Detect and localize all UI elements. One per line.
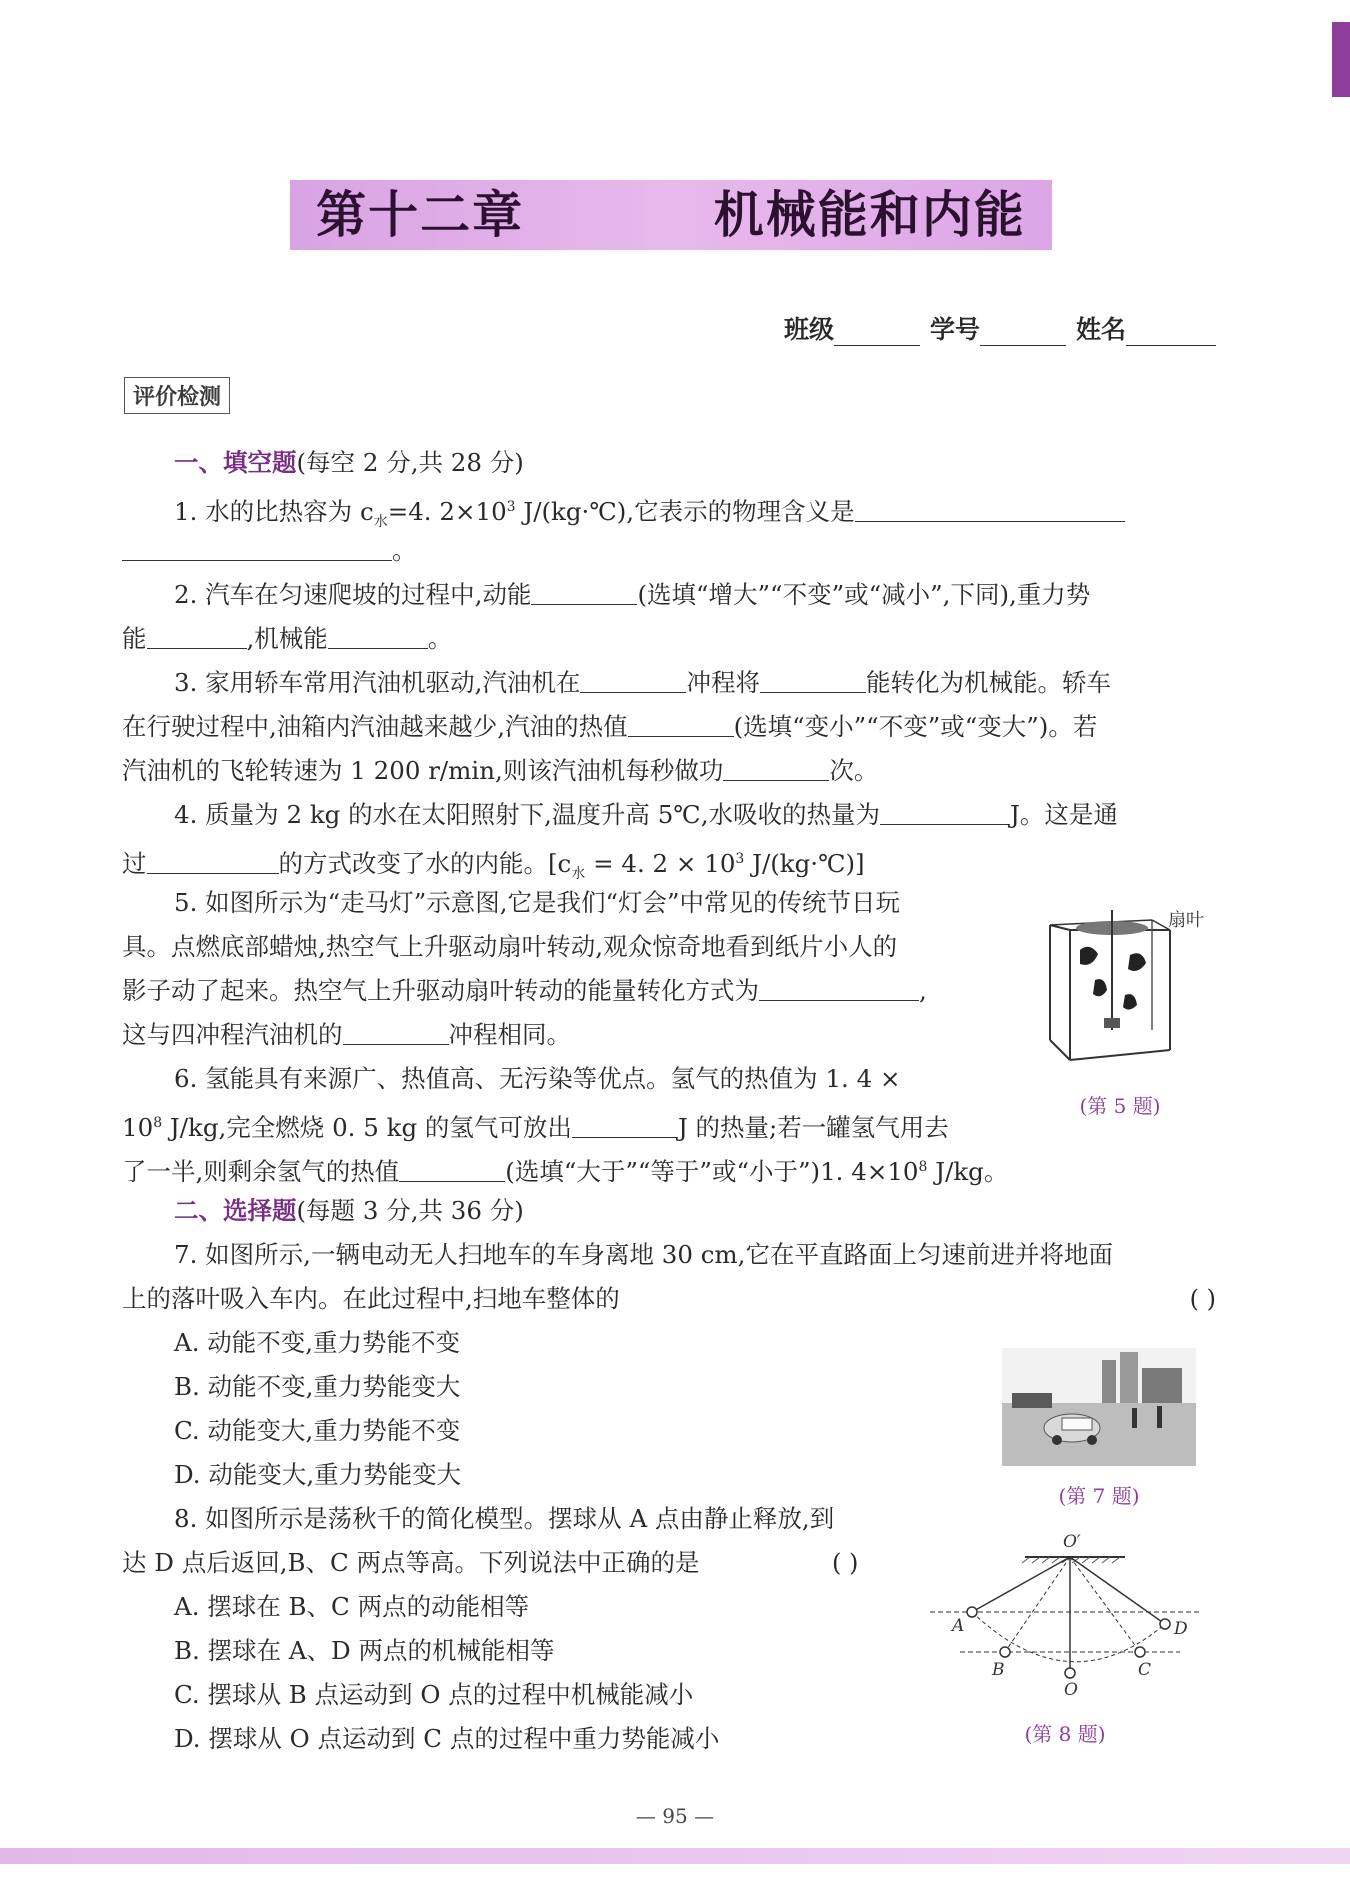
q4-text-d: 的方式改变了水的内能。[c bbox=[278, 849, 572, 879]
name-label: 姓名 bbox=[1075, 315, 1126, 344]
side-tab bbox=[1332, 22, 1350, 97]
q3-blank-3[interactable] bbox=[628, 710, 734, 737]
student-info bbox=[778, 310, 1220, 346]
q6-text-b2: J/kg,完全燃烧 0. 5 kg 的氢气可放出 bbox=[162, 1113, 572, 1143]
q1-sub: 水 bbox=[373, 514, 388, 531]
section-label: 评价检测 bbox=[124, 377, 230, 414]
q6-line1 bbox=[122, 1057, 1020, 1101]
q7-answer-paren[interactable]: ( ) bbox=[1189, 1285, 1216, 1313]
q6-line2 bbox=[122, 1101, 1020, 1150]
student-id-label: 学号 bbox=[929, 315, 980, 344]
label-c: C bbox=[1138, 1660, 1152, 1680]
q1-blank-2[interactable] bbox=[122, 534, 392, 561]
q7-line2 bbox=[122, 1277, 1216, 1321]
class-label: 班级 bbox=[783, 315, 834, 344]
q6-text-a: 6. 氢能具有来源广、热值高、无污染等优点。氢气的热值为 1. 4 × bbox=[174, 1064, 901, 1093]
label-d: D bbox=[1174, 1619, 1188, 1639]
q7-option-c[interactable]: C. 动能变大,重力势能不变 bbox=[174, 1416, 461, 1445]
q3-line3 bbox=[122, 749, 1216, 793]
part2-title: 二、选择题 bbox=[174, 1196, 297, 1225]
q4-text-f: J/(kg·℃)] bbox=[744, 849, 865, 879]
q3-text-d: 在行驶过程中,油箱内汽油越来越少,汽油的热值 bbox=[122, 712, 628, 741]
q2-blank-2[interactable] bbox=[147, 622, 247, 649]
q5-blank-2[interactable] bbox=[343, 1018, 449, 1045]
q4-text-c: 过 bbox=[122, 849, 147, 879]
q4-sup: 3 bbox=[735, 851, 745, 867]
student-id-blank bbox=[980, 323, 1066, 346]
q7-option-a[interactable]: A. 动能不变,重力势能不变 bbox=[174, 1328, 461, 1357]
q1-text-a: 1. 水的比热容为 c bbox=[174, 497, 374, 527]
q5-text-a: 5. 如图所示为“走马灯”示意图,它是我们“灯会”中常见的传统节日玩 bbox=[174, 888, 901, 917]
label-b: B bbox=[992, 1660, 1005, 1680]
q6-text-b3: J 的热量;若一罐氢气用去 bbox=[677, 1113, 949, 1143]
q4-blank-2[interactable] bbox=[147, 847, 279, 874]
q3-text-g: 次。 bbox=[829, 756, 879, 785]
name-blank bbox=[1126, 323, 1216, 346]
q5-text-e: 这与四冲程汽油机的 bbox=[122, 1020, 343, 1049]
q2-line2 bbox=[122, 617, 1216, 661]
sweeper-photo bbox=[1002, 1348, 1196, 1466]
q5-line2 bbox=[122, 925, 1020, 969]
q6-text-b1: 10 bbox=[122, 1113, 154, 1143]
q5-line3 bbox=[122, 969, 1020, 1013]
q4-text-a: 4. 质量为 2 kg 的水在太阳照射下,温度升高 5℃,水吸收的热量为 bbox=[174, 800, 880, 829]
footer-bar bbox=[0, 1848, 1350, 1864]
q2-text-b: (选填“增大”“不变”或“减小”,下同),重力势 bbox=[637, 580, 1091, 609]
q3-text-f: 汽油机的飞轮转速为 1 200 r/min,则该汽油机每秒做功 bbox=[122, 756, 724, 785]
part1-title: 一、填空题 bbox=[174, 448, 297, 477]
q3-text-c: 能转化为机械能。轿车 bbox=[865, 668, 1111, 697]
q6-line3 bbox=[122, 1145, 1216, 1194]
part1-note: (每空 2 分,共 28 分) bbox=[296, 448, 524, 477]
q2-blank-3[interactable] bbox=[328, 622, 428, 649]
q3-text-b: 冲程将 bbox=[686, 668, 760, 697]
q6-blank-1[interactable] bbox=[572, 1111, 678, 1138]
q4-text-b: J。这是通 bbox=[1010, 800, 1118, 829]
q2-blank-1[interactable] bbox=[531, 578, 637, 605]
fig8-caption: (第 8 题) bbox=[1024, 1722, 1106, 1746]
q2-text-c: 能 bbox=[122, 624, 147, 653]
q6-blank-2[interactable] bbox=[399, 1155, 505, 1182]
q3-blank-2[interactable] bbox=[760, 666, 866, 693]
fig7-caption: (第 7 题) bbox=[1058, 1484, 1140, 1508]
pendulum-figure bbox=[930, 1525, 1200, 1700]
q1-sup: 3 bbox=[506, 499, 516, 515]
q8-text-b: 达 D 点后返回,B、C 两点等高。下列说法中正确的是 bbox=[122, 1548, 700, 1577]
fan-label: 扇叶 bbox=[1168, 910, 1204, 931]
q5-blank-1[interactable] bbox=[759, 974, 919, 1001]
class-blank bbox=[834, 323, 920, 346]
q7-option-b[interactable]: B. 动能不变,重力势能变大 bbox=[174, 1372, 461, 1401]
q7-line1 bbox=[122, 1233, 1216, 1277]
label-o: O bbox=[1064, 1680, 1078, 1700]
q2-text-d: ,机械能 bbox=[246, 624, 328, 653]
q6-text-e: J/kg。 bbox=[927, 1157, 1009, 1187]
chapter-title: 第十二章 机械能和内能 bbox=[316, 186, 1026, 244]
q6-sup-1: 8 bbox=[153, 1115, 163, 1131]
label-a: A bbox=[952, 1616, 965, 1636]
q4-line1 bbox=[122, 793, 1216, 837]
lantern-figure bbox=[1040, 900, 1204, 1070]
q3-blank-1[interactable] bbox=[580, 666, 686, 693]
q5-line1 bbox=[122, 881, 1020, 925]
q6-sup-2: 8 bbox=[918, 1159, 928, 1175]
q8-option-b[interactable]: B. 摆球在 A、D 两点的机械能相等 bbox=[174, 1636, 555, 1665]
q3-blank-4[interactable] bbox=[723, 754, 829, 781]
q1-text-b: =4. 2×10 bbox=[387, 497, 507, 527]
part2-heading bbox=[122, 1189, 1216, 1233]
q8-option-a[interactable]: A. 摆球在 B、C 两点的动能相等 bbox=[174, 1592, 530, 1621]
q2-line1 bbox=[122, 573, 1216, 617]
q3-text-e: (选填“变小”“不变”或“变大”)。若 bbox=[733, 712, 1098, 741]
q5-text-c: 影子动了起来。热空气上升驱动扇叶转动的能量转化方式为 bbox=[122, 976, 759, 1005]
q4-blank-1[interactable] bbox=[880, 798, 1010, 825]
label-o-prime: O′ bbox=[1063, 1532, 1081, 1552]
q8-answer-paren[interactable]: ( ) bbox=[832, 1549, 859, 1577]
q3-line2 bbox=[122, 705, 1216, 749]
q7-text-b: 上的落叶吸入车内。在此过程中,扫地车整体的 bbox=[122, 1284, 620, 1313]
q5-text-b: 具。点燃底部蜡烛,热空气上升驱动扇叶转动,观众惊奇地看到纸片小人的 bbox=[122, 932, 898, 961]
q6-text-d: (选填“大于”“等于”或“小于”)1. 4×10 bbox=[505, 1157, 919, 1187]
q1-blank-1[interactable] bbox=[855, 495, 1125, 522]
q8-option-d[interactable]: D. 摆球从 O 点运动到 C 点的过程中重力势能减小 bbox=[174, 1724, 720, 1753]
page-number: — 95 — bbox=[635, 1804, 715, 1828]
q8-line1 bbox=[122, 1497, 950, 1541]
q5-text-d: , bbox=[919, 976, 927, 1005]
q6-text-c: 了一半,则剩余氢气的热值 bbox=[122, 1157, 400, 1187]
q4-sub: 水 bbox=[571, 866, 586, 883]
q1-end: 。 bbox=[392, 536, 417, 565]
q1-text-c: J/(kg·℃),它表示的物理含义是 bbox=[515, 497, 855, 527]
q3-text-a: 3. 家用轿车常用汽油机驱动,汽油机在 bbox=[174, 668, 581, 697]
part2-note: (每题 3 分,共 36 分) bbox=[296, 1196, 524, 1225]
q8-option-c[interactable]: C. 摆球从 B 点运动到 O 点的过程中机械能减小 bbox=[174, 1680, 694, 1709]
q7-option-d[interactable]: D. 动能变大,重力势能变大 bbox=[174, 1460, 462, 1489]
q5-text-f: 冲程相同。 bbox=[448, 1020, 571, 1049]
q1-line2 bbox=[122, 529, 1216, 573]
q8-text-a: 8. 如图所示是荡秋千的简化模型。摆球从 A 点由静止释放,到 bbox=[174, 1504, 835, 1533]
q3-line1 bbox=[122, 661, 1216, 705]
part1-heading bbox=[122, 441, 1216, 485]
q2-text-a: 2. 汽车在匀速爬坡的过程中,动能 bbox=[174, 580, 532, 609]
q7-text-a: 7. 如图所示,一辆电动无人扫地车的车身离地 30 cm,它在平直路面上匀速前进并将地面 bbox=[174, 1240, 1113, 1269]
q4-text-e: = 4. 2 × 10 bbox=[585, 849, 736, 879]
q8-line2 bbox=[122, 1541, 950, 1585]
q2-text-e: 。 bbox=[427, 624, 453, 653]
fig5-caption: (第 5 题) bbox=[1079, 1094, 1161, 1118]
